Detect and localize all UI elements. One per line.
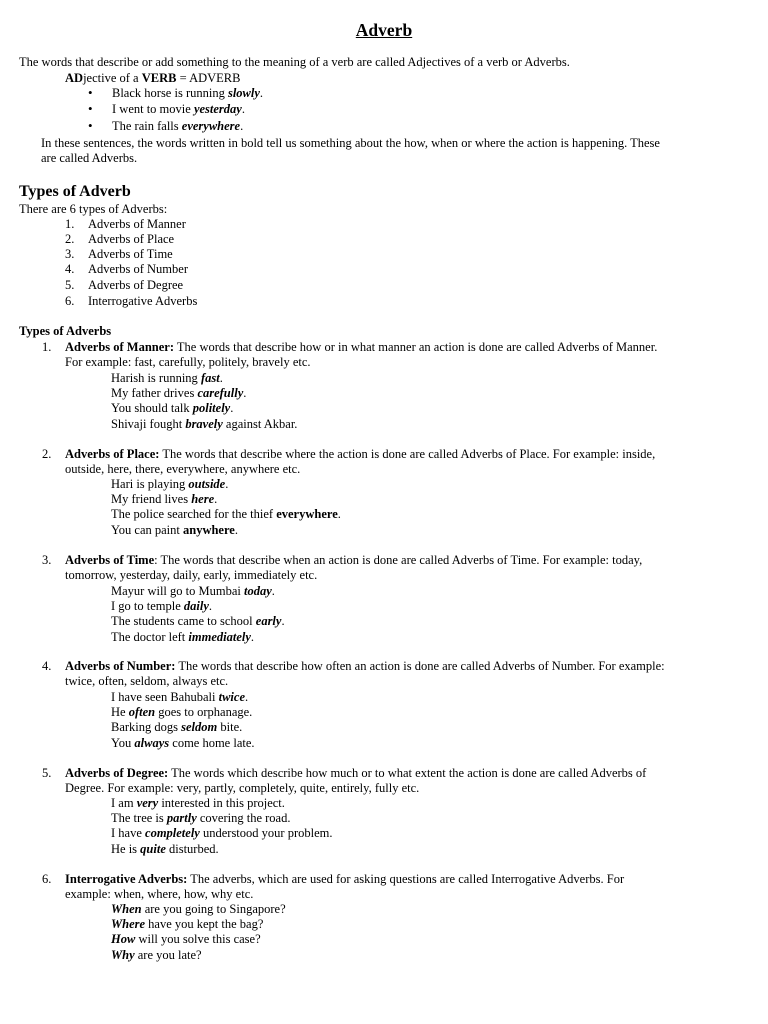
section-definition: Adverbs of Place: The words that describe where the action is done are called Adverbs of Place. For example: inside, xyxy=(65,447,656,461)
example-line: My friend lives here. xyxy=(111,492,218,507)
example-line: Harish is running fast. xyxy=(111,371,223,385)
example-line: You always come home late. xyxy=(111,735,255,750)
example-line: My father drives carefully. xyxy=(111,386,247,401)
list-item: • The rain falls everywhere. xyxy=(86,119,263,135)
list-item-label: Adverbs of Place xyxy=(88,232,175,246)
section-number: 2. xyxy=(42,447,52,461)
example-line: Mayur will go to Mumbai today. xyxy=(111,584,275,598)
example-line: I have seen Bahubali twice. xyxy=(111,690,249,704)
example-line: Hari is playing outside. xyxy=(111,477,229,491)
list-item: • Black horse is running slowly. xyxy=(86,86,263,102)
section-definition: Interrogative Adverbs: The adverbs, which are used for asking questions are called Interrogative Adverbs. For xyxy=(65,872,625,886)
section-number: 4. xyxy=(42,659,52,673)
example-line: I go to temple daily. xyxy=(111,599,213,614)
section-examples xyxy=(111,902,286,963)
intro-note-line1: In these sentences, the words written in bold tell us something about the how, when or where the action is happening. These xyxy=(41,136,660,150)
section-examples xyxy=(111,371,297,432)
section-definition: Adverbs of Degree: The words which describe how much or to what extent the action is done are called Adverbs of xyxy=(65,766,647,780)
page-title: Adverb xyxy=(355,20,413,40)
intro-definition: The words that describe or add something to the meaning of a verb are called Adjectives of a verb or Adverbs. xyxy=(19,55,570,69)
section-number: 3. xyxy=(42,553,52,567)
example-line: How will you solve this case? xyxy=(111,932,261,947)
example-line: The police searched for the thief everywhere. xyxy=(111,507,341,522)
section-definition-cont: For example: fast, carefully, politely, bravely etc. xyxy=(65,355,311,369)
example-line: Shivaji fought bravely against Akbar. xyxy=(111,416,298,431)
section-number: 5. xyxy=(42,766,52,780)
list-item: 6. xyxy=(65,294,75,308)
example-line: You should talk politely. xyxy=(111,401,234,416)
section-examples xyxy=(111,690,255,751)
section-examples xyxy=(111,477,341,538)
sub-heading: Types of Adverbs xyxy=(19,324,112,338)
list-item-label: Interrogative Adverbs xyxy=(88,294,198,308)
example-line: The doctor left immediately. xyxy=(111,629,255,644)
list-item-label: Adverbs of Number xyxy=(88,262,188,276)
list-item: • I went to movie yesterday. xyxy=(86,102,263,118)
example-line: He often goes to orphanage. xyxy=(111,705,253,720)
example-line: Barking dogs seldom bite. xyxy=(111,720,243,735)
example-line: I am very interested in this project. xyxy=(111,796,285,810)
section-definition-cont: Degree. For example: very, partly, completely, quite, entirely, fully etc. xyxy=(65,781,420,795)
types-intro: There are 6 types of Adverbs: xyxy=(19,202,168,216)
example-line: When are you going to Singapore? xyxy=(111,902,286,916)
list-item: 5. xyxy=(65,278,75,292)
list-item-label: Adverbs of Degree xyxy=(88,278,184,292)
section-definition-cont: tomorrow, yesterday, daily, early, immediately etc. xyxy=(65,568,318,582)
section-examples xyxy=(111,796,332,857)
list-item-label: Adverbs of Time xyxy=(88,247,173,261)
section-definition-cont: twice, often, seldom, always etc. xyxy=(65,674,229,688)
example-line: The students came to school early. xyxy=(111,614,285,629)
list-item: 3. xyxy=(65,247,75,261)
section-definition-cont: outside, here, there, everywhere, anywhere etc. xyxy=(65,462,301,476)
list-item: 1. xyxy=(65,217,75,231)
section-definition: Adverbs of Number: The words that describe how often an action is done are called Adverbs of Number. For example: xyxy=(65,659,665,673)
example-line: The tree is partly covering the road. xyxy=(111,811,291,826)
example-line: He is quite disturbed. xyxy=(111,841,219,856)
section-definition-cont: example: when, where, how, why etc. xyxy=(65,887,254,901)
types-heading: Types of Adverb xyxy=(19,183,131,200)
section-number: 6. xyxy=(42,872,52,886)
example-line: I have completely understood your problem. xyxy=(111,826,333,841)
example-line: You can paint anywhere. xyxy=(111,522,238,537)
example-line: Why are you late? xyxy=(111,947,202,962)
section-definition: Adverbs of Time: The words that describe when an action is done are called Adverbs of Time. For example: today, xyxy=(65,553,643,567)
list-item-label: Adverbs of Manner xyxy=(88,217,186,231)
intro-example-list xyxy=(86,86,263,135)
section-definition: Adverbs of Manner: The words that describe how or in what manner an action is done are called Adverbs of Manner. xyxy=(65,340,658,354)
adverb-formula: ADjective of a VERB = ADVERB xyxy=(65,71,241,85)
section-examples xyxy=(111,584,285,645)
intro-note-line2: are called Adverbs. xyxy=(41,151,138,165)
section-number: 1. xyxy=(42,340,52,354)
list-item: 2. xyxy=(65,232,75,246)
list-item: 4. xyxy=(65,262,75,276)
example-line: Where have you kept the bag? xyxy=(111,917,264,932)
